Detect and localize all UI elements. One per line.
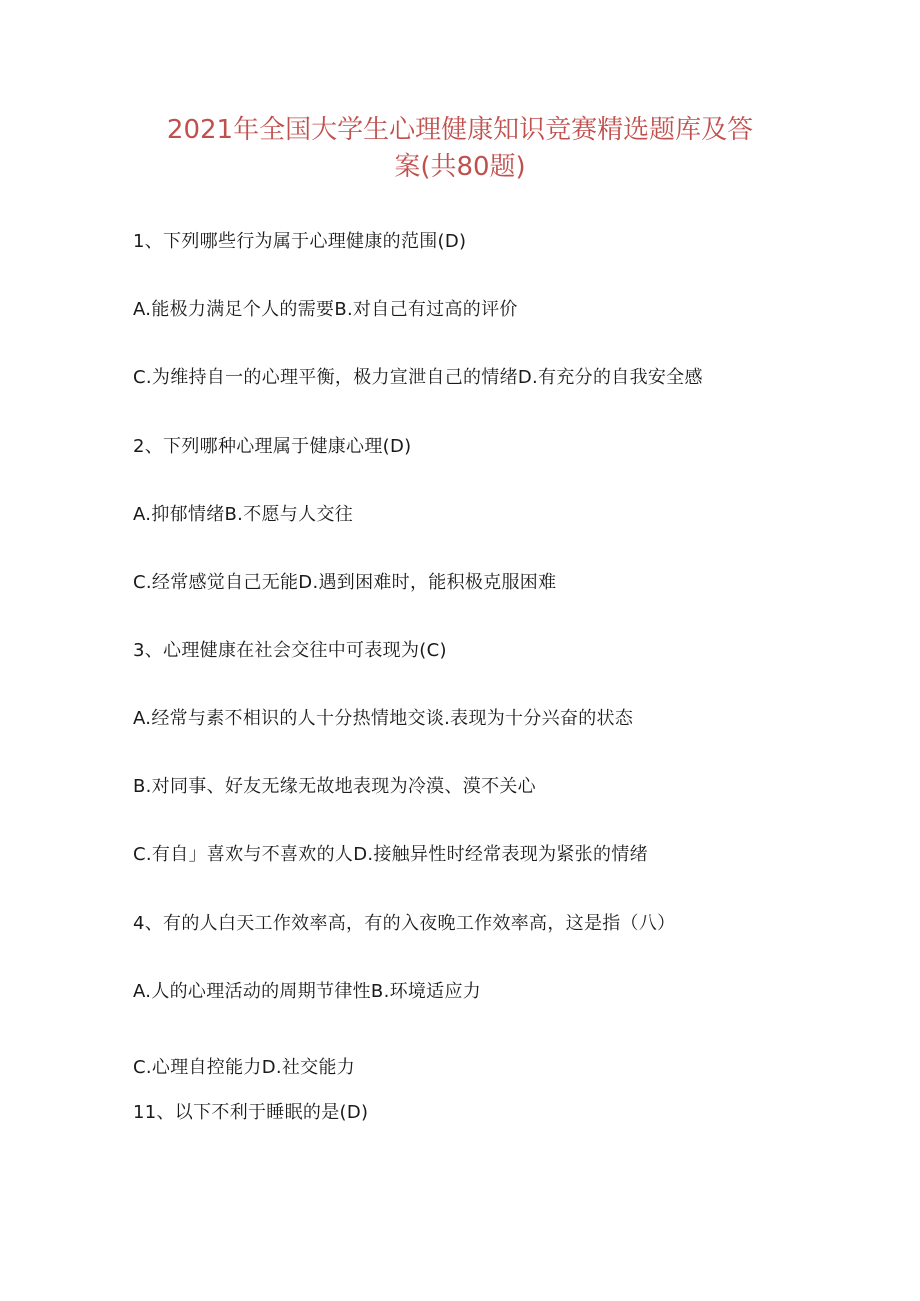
question-3-option-a: A.经常与素不相识的人十分热情地交谈.表现为十分兴奋的状态 xyxy=(133,708,634,729)
question-11: 11、以下不利于睡眠的是(D) xyxy=(133,1102,369,1123)
document-title-line-1: 2021年全国大学生心理健康知识竞赛精选题库及答 xyxy=(166,115,754,145)
question-4-options-ab: A.人的心理活动的周期节律性B.环境适应力 xyxy=(133,981,482,1002)
question-2-options-ab: A.抑郁情绪B.不愿与人交往 xyxy=(133,504,353,525)
question-1-options-cd: C.为维持自一的心理平衡，极力宣泄自己的情绪D.有充分的自我安全感 xyxy=(133,367,703,388)
document-title-line-2: 案(共80题) xyxy=(394,152,526,182)
question-4-options-cd: C.心理自控能力D.社交能力 xyxy=(133,1057,356,1078)
question-3: 3、心理健康在社会交往中可表现为(C) xyxy=(133,640,447,661)
question-3-options-cd: C.有自」喜欢与不喜欢的人D.接触异性时经常表现为紧张的情绪 xyxy=(133,844,648,865)
question-1: 1、下列哪些行为属于心理健康的范围(D) xyxy=(133,231,467,252)
question-2: 2、下列哪种心理属于健康心理(D) xyxy=(133,436,412,457)
question-4: 4、有的人白天工作效率高，有的入夜晚工作效率高，这是指（八） xyxy=(133,913,676,934)
question-2-options-cd: C.经常感觉自己无能D.遇到困难时，能积极克服困难 xyxy=(133,572,557,593)
question-1-options-ab: A.能极力满足个人的需要B.对自己有过高的评价 xyxy=(133,299,518,320)
question-3-option-b: B.对同事、好友无缘无故地表现为冷漠、漠不关心 xyxy=(133,776,536,797)
